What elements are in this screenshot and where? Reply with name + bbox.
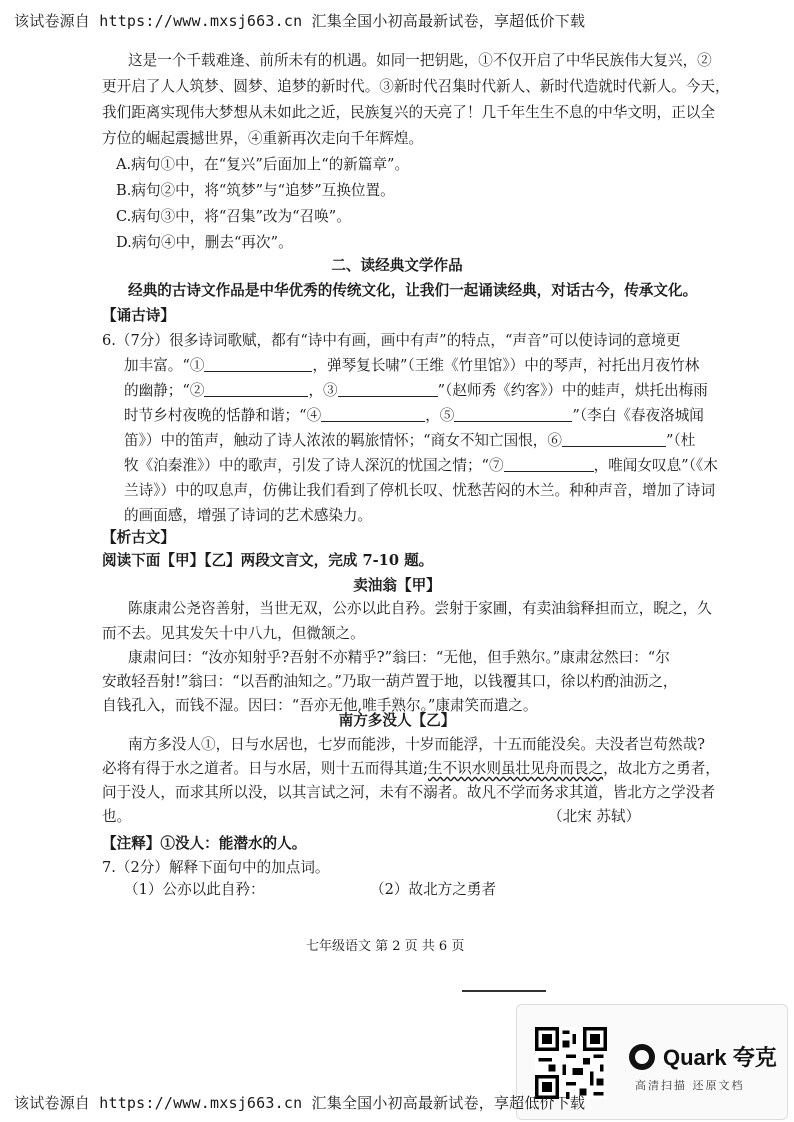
- blank-7[interactable]: [504, 457, 594, 472]
- q6-line-2: [124, 356, 699, 376]
- prose-instruction: 阅读下面【甲】【乙】两段文言文，完成 7-10 题。: [102, 552, 434, 569]
- text-b-line-2: [102, 759, 720, 779]
- prose-heading: 【析古文】: [102, 529, 175, 546]
- q6-l2b-text: ，弹琴复长啸”（王维《竹里馆》）中的琴声，衬托出月夜竹林: [312, 357, 700, 374]
- text-b-title: 南方多没人【乙】: [338, 712, 456, 729]
- section-intro: 经典的古诗文作品是中华优秀的传统文化，让我们一起诵读经典，对话古今，传承文化。: [128, 282, 698, 299]
- q6-line-3: [124, 381, 708, 401]
- text-a-line-4: 安敢轻吾射!”翁曰：“以吾酌油知之。”乃取一葫芦置于地，以钱覆其口，徐以杓酌油沥之，: [102, 673, 678, 690]
- qr-code-icon: [535, 1027, 607, 1099]
- quark-brand-name: Quark 夸克: [663, 1045, 777, 1070]
- q6-l2-text: 加丰富。“①: [124, 357, 205, 374]
- passage-line-1: 这是一个千载难逢、前所未有的机遇。如同一把钥匙，①不仅开启了中华民族伟大复兴，②: [128, 52, 712, 69]
- text-a-title: 卖油翁【甲】: [353, 577, 441, 594]
- q6-line-5: [124, 431, 695, 451]
- blank-2[interactable]: [204, 382, 308, 397]
- text-b-line-1: 南方多没人①，日与水居也，七岁而能涉，十岁而能浮，十五而能没矣。夫没者岂苟然哉?: [128, 736, 705, 753]
- wavy-underlined-sentence: 生不识水则虽壮见舟而畏之: [427, 760, 604, 777]
- passage-line-4: 方位的崛起震撼世界，④重新再次走向千年辉煌。: [102, 130, 424, 147]
- footer-rule: [462, 990, 546, 992]
- source-footer: 该试卷源自 https://www.mxsj663.cn 汇集全国小初高最新试卷，享超低价下载: [14, 1094, 586, 1112]
- text-b-line-4: 也。: [102, 808, 132, 825]
- option-b: B.病句②中，将“筑梦”与“追梦”互换位置。: [116, 182, 395, 199]
- blank-1[interactable]: [204, 357, 312, 372]
- text-a-line-3: 康肃问曰：“汝亦知射乎?吾射不亦精乎?”翁曰：“无他，但手熟尔。”康肃忿然曰：“尔: [128, 649, 670, 666]
- q6-l5b-text: ”（杜: [665, 432, 696, 449]
- section-title: 二、读经典文学作品: [331, 257, 463, 274]
- quark-logo-icon: [629, 1044, 655, 1070]
- text-a-line-2: 而不去。见其发矢十中八九，但微颔之。: [102, 625, 365, 642]
- q6-l4b-text: ，⑤: [425, 407, 455, 424]
- q6-l4c-text: ”（李白《春夜洛城闻: [572, 407, 704, 424]
- quark-logo: [629, 1041, 777, 1072]
- blank-6[interactable]: [562, 432, 666, 447]
- q7-stem: 7.（2分）解释下面句中的加点词。: [102, 859, 330, 876]
- q6-l6a-text: 牧《泊秦淮》）中的歌声，引发了诗人深沉的忧国之情；“⑦: [124, 457, 504, 474]
- option-a: A.病句①中，在“复兴”后面加上“的新篇章”。: [116, 156, 410, 173]
- note: 【注释】①没人：能潜水的人。: [102, 835, 307, 852]
- q7-item-2: （2）故北方之勇者: [370, 881, 497, 898]
- option-c: C.病句③中，将“召集”改为“召唤”。: [116, 208, 351, 225]
- text-a-line-5: 自钱孔入，而钱不湿。因曰：“吾亦无他,唯手熟尔。”康肃笑而遣之。: [102, 697, 538, 714]
- text-a-line-1: 陈康肃公尧咨善射，当世无双，公亦以此自矜。尝射于家圃，有卖油翁释担而立，睨之，久: [128, 600, 712, 617]
- passage-line-3: 我们距离实现伟大梦想从未如此之近，民族复兴的天亮了！几千年生生不息的中华文明，正以全: [102, 104, 715, 121]
- q6-l4-text: 时节乡村夜晚的恬静和谐；“④: [124, 407, 322, 424]
- source-header: 该试卷源自 https://www.mxsj663.cn 汇集全国小初高最新试卷，享超低价下载: [14, 12, 586, 30]
- q6-line-4: [124, 406, 704, 426]
- q6-l3c-text: ”（赵师秀《约客》）中的蛙声，烘托出梅雨: [437, 382, 708, 399]
- passage-line-2: 更开启了人人筑梦、圆梦、追梦的新时代。③新时代召集时代新人、新时代造就时代新人。今天，: [102, 78, 730, 95]
- blank-5[interactable]: [454, 407, 572, 422]
- q6-line-1: 6.（7分）很多诗词歌赋，都有“诗中有画，画中有声”的特点，“声音”可以使诗词的意境更: [102, 332, 681, 349]
- q6-line-7: 兰诗》）中的叹息声，仿佛让我们看到了停机长叹、忧愁苦闷的木兰。种种声音，增加了诗词: [124, 482, 716, 499]
- q6-l3a-text: 的幽静；“②: [124, 382, 205, 399]
- quark-tagline: 高清扫描 还原文档: [635, 1079, 745, 1092]
- q6-line-6: [124, 456, 718, 476]
- poem-heading: 【诵古诗】: [102, 307, 175, 324]
- q6-l5a-text: 笛》）中的笛声，触动了诗人浓浓的羁旅情怀；“商女不知亡国恨，⑥: [124, 432, 562, 449]
- text-b-l2b: ，故北方之勇者，: [603, 760, 720, 777]
- text-b-l2a: 必将有得于水之道者。日与水居，则十五而得其道;: [102, 760, 428, 777]
- q7-item-1: （1）公亦以此自矜：: [124, 881, 265, 898]
- q6-l3b-text: ，③: [308, 382, 338, 399]
- text-b-author: （北宋 苏轼）: [548, 808, 641, 825]
- q6-line-8: 的画面感，增强了诗词的艺术感染力。: [124, 507, 373, 524]
- text-b-line-3: 问于没人，而求其所以没，以其言试之河，未有不溺者。故凡不学而务求其道，皆北方之学没者: [102, 784, 715, 801]
- page-number: 七年级语文 第 2 页 共 6 页: [306, 939, 465, 954]
- blank-4[interactable]: [321, 407, 425, 422]
- q6-l6b-text: ，唯闻女叹息”（《木: [593, 457, 718, 474]
- option-d: D.病句④中，删去“再次”。: [116, 234, 293, 251]
- blank-3[interactable]: [338, 382, 438, 397]
